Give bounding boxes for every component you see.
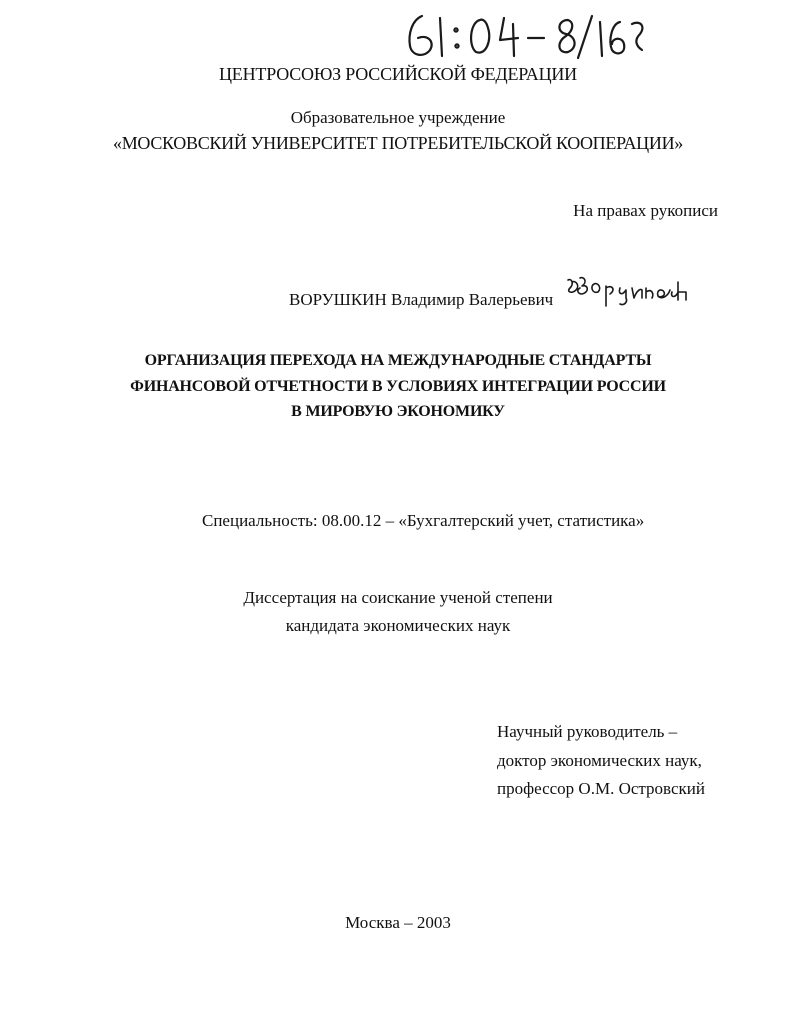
supervisor-line-3: профессор О.М. Островский [497,779,705,798]
university-name: «МОСКОВСКИЙ УНИВЕРСИТЕТ ПОТРЕБИТЕЛЬСКОЙ КООПЕРАЦИИ» [113,133,683,153]
catalog-stamp [400,10,650,66]
dissertation-title-line-2: ФИНАНСОВОЙ ОТЧЕТНОСТИ В УСЛОВИЯХ ИНТЕГРАЦИИ РОССИИ [130,378,666,395]
dissertation-title-line-3: В МИРОВУЮ ЭКОНОМИКУ [291,403,505,420]
author-signature [562,270,692,314]
degree-line-1: Диссертация на соискание ученой степени [243,588,553,607]
city-year: Москва – 2003 [345,913,451,932]
specialty: Специальность: 08.00.12 – «Бухгалтерский учет, статистика» [202,511,645,530]
institution-type: Образовательное учреждение [290,108,506,127]
supervisor-line-1: Научный руководитель – [497,722,678,741]
supervisor-line-2: доктор экономических наук, [497,751,702,770]
author-name: ВОРУШКИН Владимир Валерьевич [289,290,554,309]
degree-line-2: кандидата экономических наук [285,616,511,635]
dissertation-title-line-1: ОРГАНИЗАЦИЯ ПЕРЕХОДА НА МЕЖДУНАРОДНЫЕ СТАНДАРТЫ [144,352,652,369]
manuscript-note: На правах рукописи [573,201,718,220]
organization-heading: ЦЕНТРОСОЮЗ РОССИЙСКОЙ ФЕДЕРАЦИИ [219,64,577,84]
